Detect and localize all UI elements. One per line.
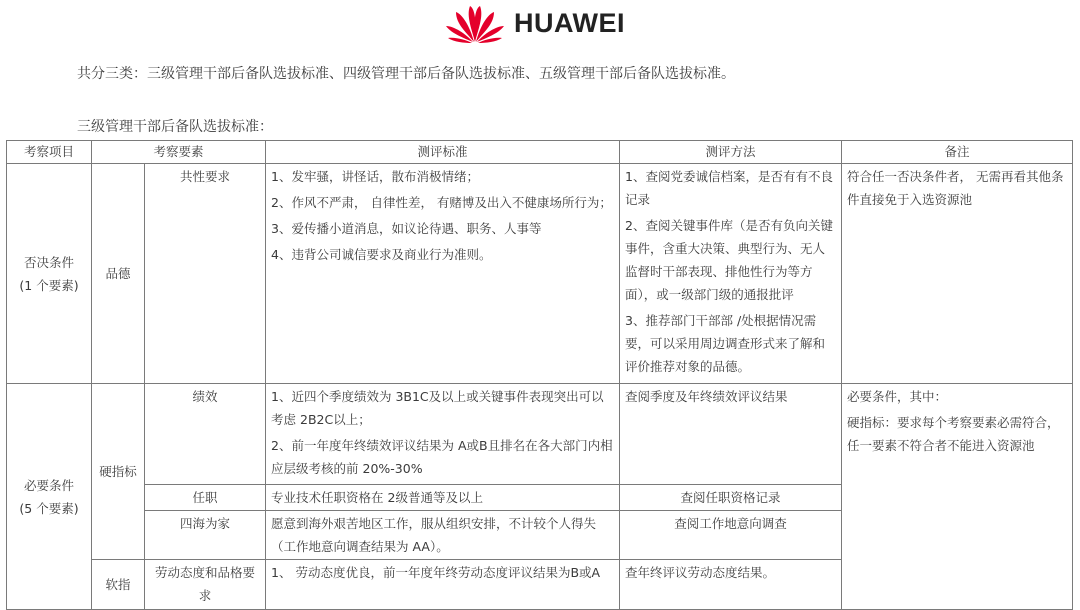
table-header-row bbox=[7, 141, 1073, 164]
veto-method: 3、推荐部门干部部 /处根据情况需要，可以采用周边调查形式来了解和评价推荐对象的品德。 bbox=[625, 313, 826, 374]
header-item: 考察项目 bbox=[7, 141, 92, 164]
header-remark: 备注 bbox=[842, 141, 1073, 164]
qualification-criteria-cell: 专业技术任职资格在 2级普通等及以上 bbox=[266, 485, 620, 511]
attitude-method-cell: 查年终评议劳动态度结果。 bbox=[620, 560, 842, 610]
subfactor-relocation: 四海为家 bbox=[145, 511, 266, 560]
header-criteria: 测评标准 bbox=[266, 141, 620, 164]
soft-factor-cell: 软指 bbox=[92, 560, 145, 610]
huawei-logo bbox=[444, 2, 638, 44]
qualification-method-cell: 查阅任职资格记录 bbox=[620, 485, 842, 511]
performance-criterion: 2、前一年度年终绩效评议结果为 A或B且排名在各大部门内相应层级考核的前 20%-30% bbox=[271, 438, 613, 476]
required-item-cell bbox=[7, 384, 92, 610]
section-title: 三级管理干部后备队选拔标准： bbox=[77, 119, 273, 135]
subfactor-performance: 绩效 bbox=[145, 384, 266, 485]
veto-item-label: 否决条件 bbox=[23, 254, 74, 270]
veto-item-count: (1 个要素) bbox=[19, 277, 79, 293]
header-factor: 考察要素 bbox=[92, 141, 266, 164]
veto-item-cell bbox=[7, 164, 92, 384]
veto-factor-cell: 品德 bbox=[92, 164, 145, 384]
required-item-count: (5 个要素) bbox=[19, 500, 79, 516]
veto-subfactor-cell: 共性要求 bbox=[145, 164, 266, 384]
performance-criterion: 1、近四个季度绩效为 3B1C及以上或关键事件表现突出可以考虑 2B2C以上； bbox=[271, 389, 604, 427]
selection-criteria-table bbox=[6, 140, 1073, 610]
huawei-petal-icon bbox=[444, 2, 506, 44]
attitude-criteria-cell: 1、 劳动态度优良，前一年度年终劳动态度评议结果为B或A bbox=[266, 560, 620, 610]
veto-criteria-cell bbox=[266, 164, 620, 384]
veto-criterion: 1、发牢骚，讲怪话，散布消极情绪； bbox=[271, 169, 479, 184]
hard-factor-cell: 硬指标 bbox=[92, 384, 145, 560]
required-remark-cell bbox=[842, 384, 1073, 610]
intro-text: 共分三类：三级管理干部后备队选拔标准、四级管理干部后备队选拔标准、五级管理干部后备队选拔标准。 bbox=[77, 66, 735, 82]
performance-criteria-cell bbox=[266, 384, 620, 485]
subfactor-qualification: 任职 bbox=[145, 485, 266, 511]
veto-criterion: 4、违背公司诚信要求及商业行为准则。 bbox=[271, 247, 492, 262]
veto-method: 1、查阅党委诚信档案，是否有有不良记录 bbox=[625, 169, 833, 207]
veto-method-cell bbox=[620, 164, 842, 384]
subfactor-attitude: 劳动态度和品格要求 bbox=[145, 560, 266, 610]
required-remark-line: 硬指标：要求每个考察要素必需符合，任一要素不符合者不能进入资源池 bbox=[847, 415, 1060, 453]
relocation-criteria-cell: 愿意到海外艰苦地区工作，服从组织安排，不计较个人得失（工作地意向调查结果为 AA）。 bbox=[266, 511, 620, 560]
table-row bbox=[7, 164, 1073, 384]
veto-criterion: 2、作风不严肃， 自律性差， 有赌博及出入不健康场所行为； bbox=[271, 195, 612, 210]
required-remark-line: 必要条件，其中： bbox=[847, 389, 948, 404]
table-row bbox=[7, 384, 1073, 485]
veto-method: 2、查阅关键事件库（是否有负向关键事件，含重大决策、典型行为、无人监督时干部表现、排他性行为等方面），或一级部门级的通报批评 bbox=[625, 218, 833, 302]
relocation-method-cell: 查阅工作地意向调查 bbox=[620, 511, 842, 560]
veto-criterion: 3、爱传播小道消息，如议论待遇、职务、人事等 bbox=[271, 221, 542, 236]
header-method: 测评方法 bbox=[620, 141, 842, 164]
required-item-label: 必要条件 bbox=[23, 477, 74, 493]
logo-wordmark: HUAWEI bbox=[514, 7, 625, 38]
veto-remark-cell: 符合任一否决条件者， 无需再看其他条件直接免于入选资源池 bbox=[842, 164, 1073, 384]
performance-method-cell: 查阅季度及年终绩效评议结果 bbox=[620, 384, 842, 485]
